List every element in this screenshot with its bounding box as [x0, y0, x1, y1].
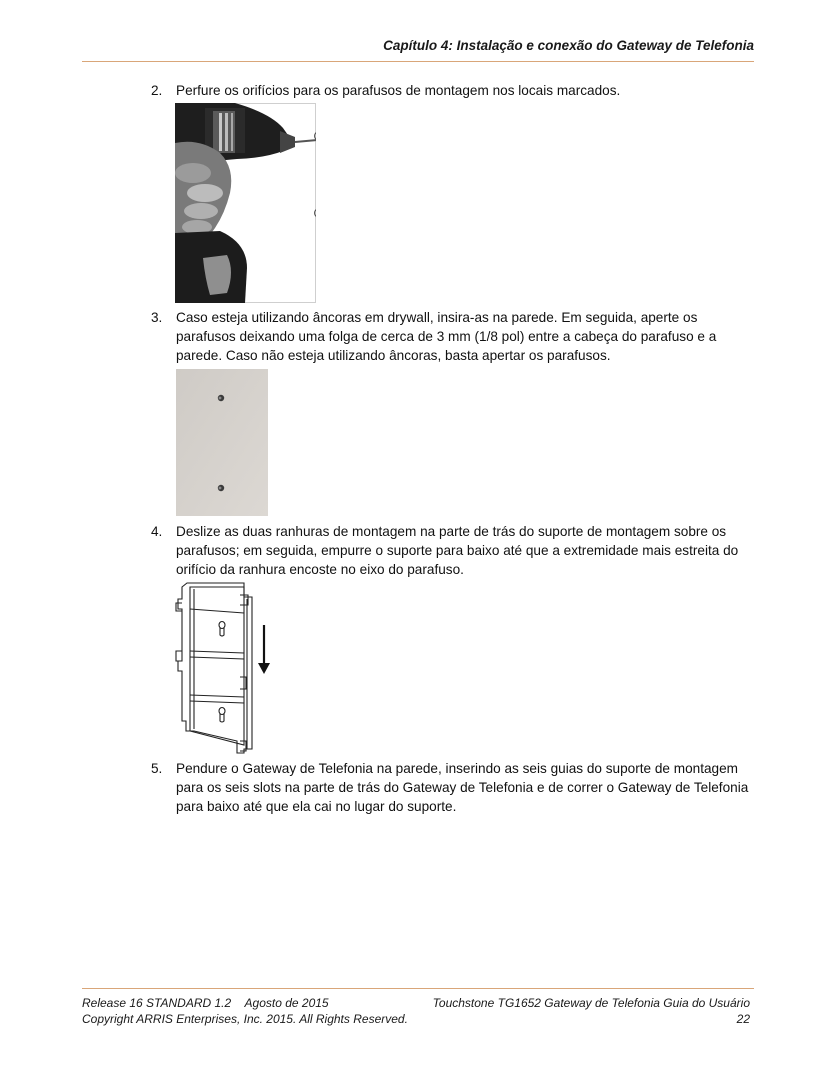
- release-date: Agosto de 2015: [244, 996, 329, 1010]
- wall-screws-image: [176, 369, 268, 516]
- release-label: Release 16 STANDARD 1.2: [82, 996, 232, 1010]
- copyright-text: Copyright ARRIS Enterprises, Inc. 2015. All Rights Reserved.: [82, 1011, 408, 1026]
- step-number: 4.: [151, 524, 163, 539]
- page-number: 22: [736, 1011, 750, 1026]
- step-number: 2.: [151, 83, 163, 98]
- product-guide-title: Touchstone TG1652 Gateway de Telefonia Guia do Usuário: [432, 996, 750, 1010]
- step-text: Caso esteja utilizando âncoras em drywall, insira-as na parede. Em seguida, aperte os parafusos deixando uma folga de cerca de 3 mm (1/8 pol) entre a cabeça do parafuso e a parede. Caso não esteja utilizando âncoras, basta apertar os parafusos.: [176, 310, 717, 364]
- step-text: Perfure os orifícios para os parafusos de montagem nos locais marcados.: [176, 83, 621, 98]
- drill-hand-image: [175, 103, 316, 303]
- step-number: 5.: [151, 761, 163, 776]
- step-number: 3.: [151, 310, 163, 325]
- chapter-title: Capítulo 4: Instalação e conexão do Gateway de Telefonia: [383, 38, 754, 53]
- footer-divider: [82, 988, 754, 989]
- header-divider: [82, 61, 754, 62]
- footer-left: [82, 996, 408, 1027]
- step-text: Deslize as duas ranhuras de montagem na parte de trás do suporte de montagem sobre os parafusos; em seguida, empurre o suporte para baixo até que a extremidade mais estreita do orifício da ranhura encoste no eixo do parafuso.: [176, 524, 739, 578]
- mounting-bracket-image: [172, 581, 272, 755]
- step-text: Pendure o Gateway de Telefonia na parede, inserindo as seis guias do suporte de montagem para os seis slots na parte de trás do Gateway de Telefonia e de correr o Gateway de Telefonia para baixo até que ela cai no lugar do suporte.: [176, 761, 749, 815]
- footer-right: [410, 996, 750, 1027]
